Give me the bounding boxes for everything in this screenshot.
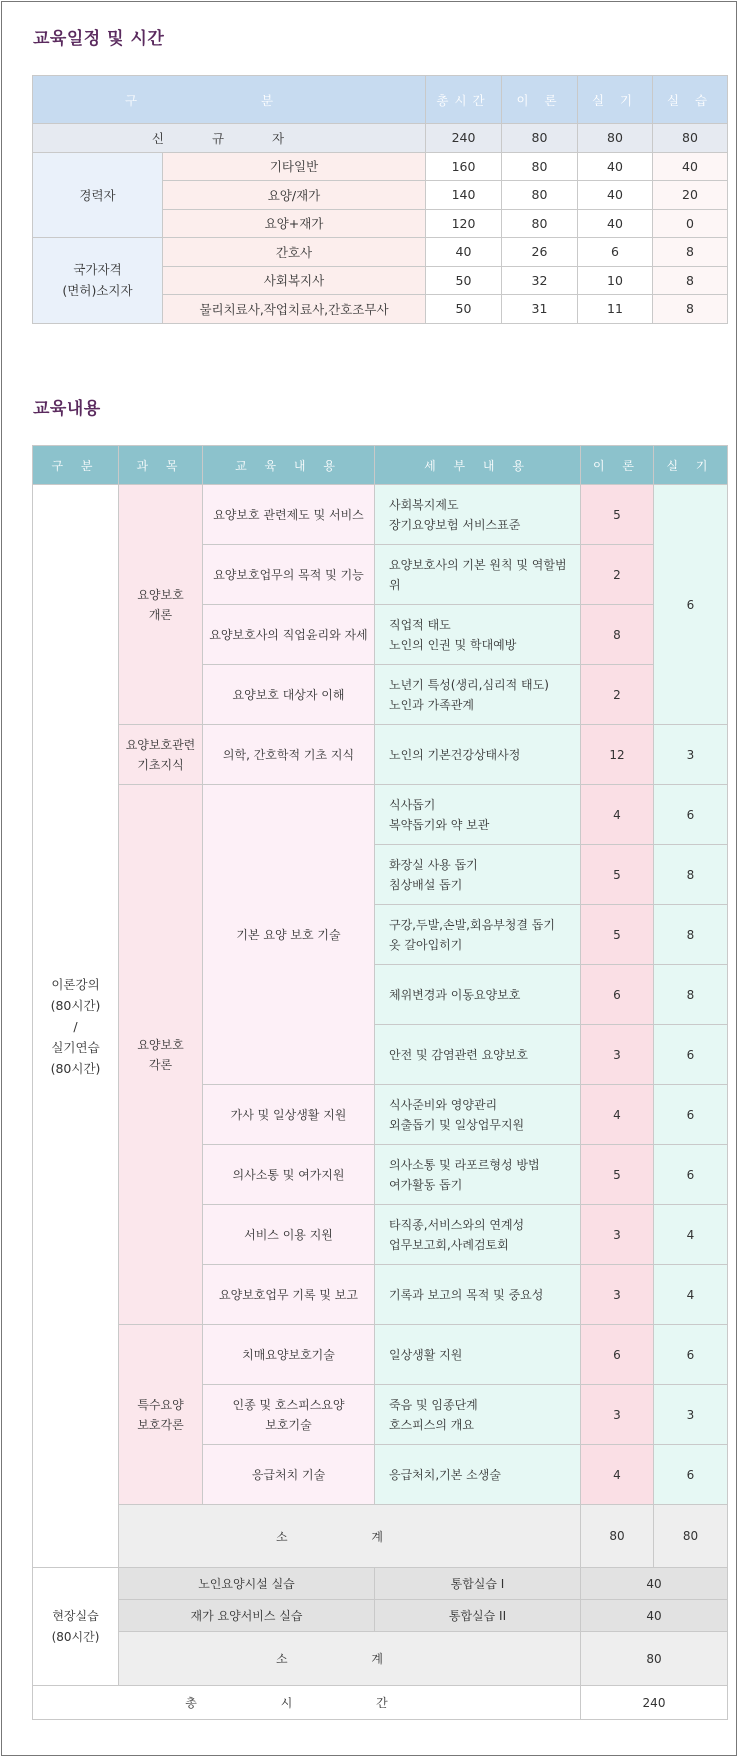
header-practice: 실 기 — [578, 76, 653, 124]
cell-value: 6 — [578, 238, 653, 267]
field-category — [33, 1568, 119, 1686]
content-cell: 요양보호사의 직업윤리와 자세 — [203, 605, 375, 665]
theory-cell: 6 — [581, 1325, 654, 1385]
header-training: 실 습 — [653, 76, 728, 124]
theory-cell: 3 — [581, 1265, 654, 1325]
content-line: 인종 및 호스피스요양 — [232, 1397, 345, 1412]
cell-value: 80 — [502, 181, 578, 210]
cell-value: 160 — [426, 152, 502, 181]
header-category: 구 분 — [33, 76, 426, 124]
practice-cell: 6 — [654, 1325, 728, 1385]
field-item-hours: 40 — [581, 1568, 728, 1600]
subtotal-practice: 80 — [654, 1505, 728, 1568]
theory-cell: 6 — [581, 965, 654, 1025]
table-row — [33, 785, 728, 845]
theory-category — [33, 485, 119, 1568]
theory-cell: 3 — [581, 1025, 654, 1085]
label-line: (면허)소지자 — [62, 283, 133, 299]
content-line: 보호기술 — [265, 1417, 312, 1432]
header-content: 교 육 내 용 — [203, 446, 375, 485]
theory-cell: 5 — [581, 1145, 654, 1205]
header-category: 구 분 — [33, 446, 119, 485]
detail-line: 외출돕기 및 일상업무지원 — [389, 1117, 525, 1132]
content-cell: 요양보호업무 기록 및 보고 — [203, 1265, 375, 1325]
theory-cell: 2 — [581, 545, 654, 605]
theory-cell: 5 — [581, 845, 654, 905]
theory-cell: 4 — [581, 1085, 654, 1145]
label-line: 요양보호 — [137, 587, 184, 602]
content-cell: 의학, 간호학적 기초 지식 — [203, 725, 375, 785]
table-row — [33, 1325, 728, 1385]
practice-cell: 3 — [654, 725, 728, 785]
detail-line: 노인의 인권 및 학대예방 — [389, 637, 517, 652]
cell-value: 80 — [502, 209, 578, 238]
detail-line: 구강,두발,손발,회음부청결 돕기 — [389, 917, 555, 932]
label-line: 국가자격 — [73, 262, 122, 278]
subtotal-label: 소 계 — [119, 1505, 581, 1568]
label-line: 각론 — [148, 1057, 173, 1072]
table-row — [33, 124, 728, 153]
field-item-type: 통합실습 I — [375, 1568, 581, 1600]
detail-line: 침상배설 돕기 — [389, 877, 463, 892]
subject-special — [119, 1325, 203, 1505]
table-row — [33, 238, 728, 267]
detail-cell — [375, 1025, 581, 1085]
detail-line: 일상생활 지원 — [389, 1347, 463, 1362]
theory-cell: 3 — [581, 1205, 654, 1265]
detail-cell — [375, 725, 581, 785]
practice-cell: 8 — [654, 965, 728, 1025]
cell-value: 0 — [653, 209, 728, 238]
label-line: / — [73, 1018, 78, 1034]
field-item-type: 통합실습 II — [375, 1600, 581, 1632]
detail-line: 식사돕기 — [389, 797, 436, 812]
content-cell: 의사소통 및 여가지원 — [203, 1145, 375, 1205]
detail-cell — [375, 785, 581, 845]
detail-cell — [375, 1145, 581, 1205]
cell-value: 40 — [653, 152, 728, 181]
detail-line: 호스피스의 개요 — [389, 1417, 474, 1432]
theory-cell: 12 — [581, 725, 654, 785]
cell-value: 8 — [653, 238, 728, 267]
detail-cell — [375, 845, 581, 905]
practice-cell: 6 — [654, 1025, 728, 1085]
label-line: 이론강의 — [51, 976, 100, 992]
field-item-name: 재가 요양서비스 실습 — [119, 1600, 375, 1632]
practice-cell: 6 — [654, 1445, 728, 1505]
practice-cell: 6 — [654, 785, 728, 845]
practice-cell: 8 — [654, 845, 728, 905]
subtotal-row — [33, 1632, 728, 1686]
detail-cell — [375, 905, 581, 965]
table-row — [33, 152, 728, 181]
label-line: 요양보호관련 — [125, 737, 196, 752]
detail-line: 업무보고회,사례검토회 — [389, 1237, 509, 1252]
cell-value: 8 — [653, 266, 728, 295]
theory-cell: 2 — [581, 665, 654, 725]
content-cell: 응급처치 기술 — [203, 1445, 375, 1505]
detail-line: 의사소통 및 라포르형성 방법 — [389, 1157, 540, 1172]
career-label: 경력자 — [33, 152, 163, 238]
licensed-label — [33, 238, 163, 324]
label-line: 현장실습 — [52, 1608, 99, 1623]
theory-cell: 3 — [581, 1385, 654, 1445]
field-item-hours: 40 — [581, 1600, 728, 1632]
label-line: 요양보호 — [137, 1037, 184, 1052]
cell-value: 40 — [426, 238, 502, 267]
content-cell — [203, 1385, 375, 1445]
detail-line: 기록과 보고의 목적 및 중요성 — [389, 1287, 544, 1302]
subtotal-row — [33, 1505, 728, 1568]
detail-line: 여가활동 돕기 — [389, 1177, 463, 1192]
schedule-table — [32, 75, 728, 324]
practice-cell: 6 — [654, 485, 728, 725]
detail-cell — [375, 1445, 581, 1505]
detail-line: 복약돕기와 약 보관 — [389, 817, 490, 832]
practice-cell: 4 — [654, 1205, 728, 1265]
practice-cell: 6 — [654, 1145, 728, 1205]
header-theory: 이 론 — [581, 446, 654, 485]
subject-intro — [119, 485, 203, 725]
detail-line: 장기요양보험 서비스표준 — [389, 517, 521, 532]
cell-value: 80 — [502, 152, 578, 181]
detail-line: 식사준비와 영양관리 — [389, 1097, 498, 1112]
detail-line: 옷 갈아입히기 — [389, 937, 463, 952]
content-cell: 요양보호업무의 목적 및 기능 — [203, 545, 375, 605]
header-total: 총시간 — [426, 76, 502, 124]
detail-line: 화장실 사용 돕기 — [389, 857, 478, 872]
label-line: 개론 — [148, 607, 173, 622]
theory-cell: 5 — [581, 905, 654, 965]
cell-value: 80 — [578, 124, 653, 153]
label-line: 실기연습 — [51, 1039, 100, 1055]
detail-line: 노인과 가족관계 — [389, 697, 474, 712]
content-cell: 서비스 이용 지원 — [203, 1205, 375, 1265]
detail-line: 안전 및 감염관련 요양보호 — [389, 1047, 528, 1062]
cell-value: 40 — [578, 152, 653, 181]
total-hours: 240 — [581, 1686, 728, 1720]
detail-cell — [375, 1085, 581, 1145]
detail-cell — [375, 605, 581, 665]
total-row — [33, 1686, 728, 1720]
detail-cell — [375, 485, 581, 545]
content-table — [32, 445, 728, 1720]
row-label: 요양+재가 — [163, 209, 426, 238]
table-row — [33, 485, 728, 545]
label-line: 보호각론 — [137, 1417, 184, 1432]
detail-cell — [375, 1205, 581, 1265]
row-label: 사회복지사 — [163, 266, 426, 295]
detail-line: 직업적 태도 — [389, 617, 451, 632]
header-detail: 세 부 내 용 — [375, 446, 581, 485]
header-subject: 과 목 — [119, 446, 203, 485]
detail-line: 체위변경과 이동요양보호 — [389, 987, 521, 1002]
detail-cell — [375, 665, 581, 725]
content-cell: 요양보호 대상자 이해 — [203, 665, 375, 725]
label-line: 특수요양 — [137, 1397, 184, 1412]
total-label: 총 시 간 — [33, 1686, 581, 1720]
theory-cell: 5 — [581, 485, 654, 545]
table-row — [33, 725, 728, 785]
practice-cell: 4 — [654, 1265, 728, 1325]
table-row — [33, 1600, 728, 1632]
field-item-name: 노인요양시설 실습 — [119, 1568, 375, 1600]
detail-cell — [375, 965, 581, 1025]
field-subtotal-hours: 80 — [581, 1632, 728, 1686]
cell-value: 50 — [426, 266, 502, 295]
cell-value: 140 — [426, 181, 502, 210]
cell-value: 32 — [502, 266, 578, 295]
detail-line: 타직종,서비스와의 연계성 — [389, 1217, 525, 1232]
cell-value: 11 — [578, 295, 653, 324]
practice-cell: 6 — [654, 1085, 728, 1145]
content-title: 교육내용 — [33, 399, 101, 419]
subject-general — [119, 785, 203, 1325]
cell-value: 40 — [578, 181, 653, 210]
schedule-title: 교육일정 및 시간 — [33, 29, 165, 49]
label-line: (80시간) — [50, 1060, 101, 1076]
subject-basic — [119, 725, 203, 785]
detail-cell — [375, 1385, 581, 1445]
cell-value: 240 — [426, 124, 502, 153]
detail-line: 사회복지제도 — [389, 497, 459, 512]
row-label: 요양/재가 — [163, 181, 426, 210]
subtotal-theory: 80 — [581, 1505, 654, 1568]
cell-value: 10 — [578, 266, 653, 295]
cell-value: 40 — [578, 209, 653, 238]
theory-cell: 4 — [581, 785, 654, 845]
detail-line: 응급처치,기본 소생술 — [389, 1467, 501, 1482]
cell-value: 26 — [502, 238, 578, 267]
cell-value: 31 — [502, 295, 578, 324]
content-cell: 치매요양보호기술 — [203, 1325, 375, 1385]
cell-value: 80 — [653, 124, 728, 153]
cell-value: 50 — [426, 295, 502, 324]
practice-cell: 8 — [654, 905, 728, 965]
cell-value: 20 — [653, 181, 728, 210]
row-label: 물리치료사,작업치료사,간호조무사 — [163, 295, 426, 324]
label-line: 기초지식 — [137, 757, 184, 772]
table-row — [33, 1568, 728, 1600]
detail-line: 요양보호사의 기본 원칙 및 역할범위 — [389, 557, 567, 592]
content-cell: 가사 및 일상생활 지원 — [203, 1085, 375, 1145]
detail-cell — [375, 1265, 581, 1325]
cell-value: 80 — [502, 124, 578, 153]
header-practice: 실 기 — [654, 446, 728, 485]
detail-line: 노년기 특성(생리,심리적 태도) — [389, 677, 549, 692]
cell-value: 8 — [653, 295, 728, 324]
practice-cell: 3 — [654, 1385, 728, 1445]
theory-cell: 8 — [581, 605, 654, 665]
label-line: (80시간) — [50, 997, 101, 1013]
new-label: 신 규 자 — [33, 124, 426, 153]
row-label: 간호사 — [163, 238, 426, 267]
detail-cell — [375, 1325, 581, 1385]
detail-cell — [375, 545, 581, 605]
detail-line: 노인의 기본건강상태사정 — [389, 747, 521, 762]
content-cell: 요양보호 관련제도 및 서비스 — [203, 485, 375, 545]
theory-cell: 4 — [581, 1445, 654, 1505]
label-line: (80시간) — [51, 1629, 100, 1644]
schedule-header-row — [33, 76, 728, 124]
content-cell: 기본 요양 보호 기술 — [203, 785, 375, 1085]
header-theory: 이 론 — [502, 76, 578, 124]
detail-line: 죽음 및 임종단계 — [389, 1397, 478, 1412]
field-subtotal-label: 소 계 — [119, 1632, 581, 1686]
row-label: 기타일반 — [163, 152, 426, 181]
cell-value: 120 — [426, 209, 502, 238]
content-header-row — [33, 446, 728, 485]
